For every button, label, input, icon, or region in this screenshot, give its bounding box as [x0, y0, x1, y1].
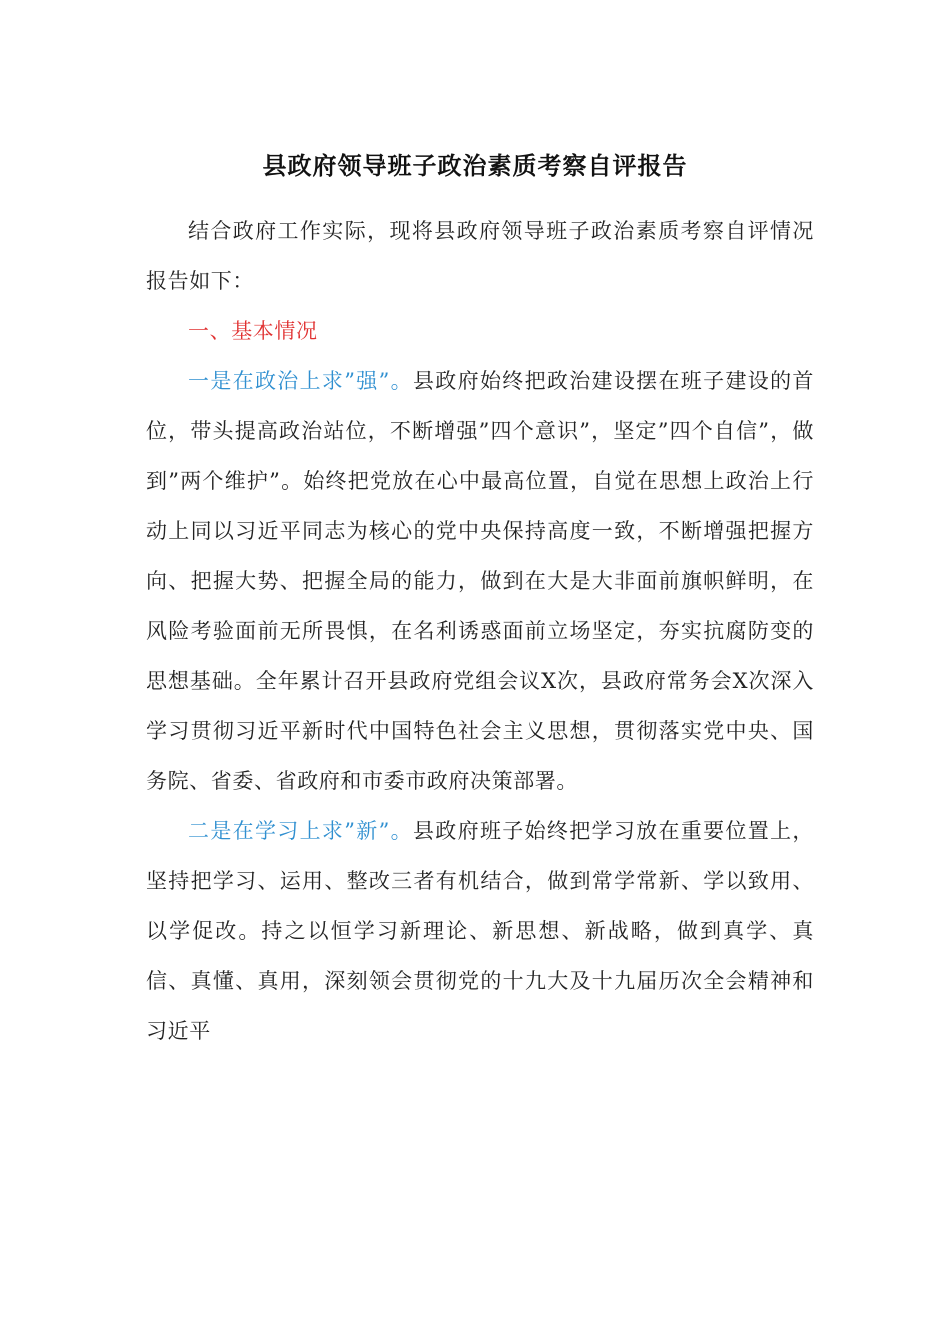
intro-paragraph: 结合政府工作实际，现将县政府领导班子政治素质考察自评情况报告如下：	[146, 219, 814, 293]
paragraph-body-politics: 县政府始终把政治建设摆在班子建设的首位，带头提高政治站位，不断增强”四个意识”，坚定”四个自信”，做到”两个维护”。始终把党放在心中最高位置，自觉在思想上政治上行动上同以习近平同志为核心的党中央保持高度一致，不断增强把握方向、把握大势、把握全局的能力，做到在大是大非面前旗帜鲜明，在风险考验面前无所畏惧，在名利诱惑面前立场坚定，夯实抗腐防变的思想基础。全年累计召开县政府党组会议X次，县政府常务会X次深入学习贯彻习近平新时代中国特色社会主义思想，贯彻落实党中央、国务院、省委、省政府和市委市政府决策部署。	[146, 369, 814, 793]
document-body	[146, 206, 814, 1056]
paragraph-lead-politics: 一是在政治上求”强”。	[188, 369, 413, 393]
paragraph-body-study: 县政府班子始终把学习放在重要位置上，坚持把学习、运用、整改三者有机结合，做到常学常新、学以致用、以学促改。持之以恒学习新理论、新思想、新战略，做到真学、真信、真懂、真用，深刻领会贯彻党的十九大及十九届历次全会精神和习近平	[146, 819, 814, 1043]
paragraph-lead-study: 二是在学习上求”新”。	[188, 819, 413, 843]
section-heading-basic-situation: 一、基本情况	[188, 319, 318, 343]
document-title: 县政府领导班子政治素质考察自评报告	[262, 151, 688, 180]
paragraph-study	[146, 806, 814, 1056]
paragraph-politics	[146, 356, 814, 806]
